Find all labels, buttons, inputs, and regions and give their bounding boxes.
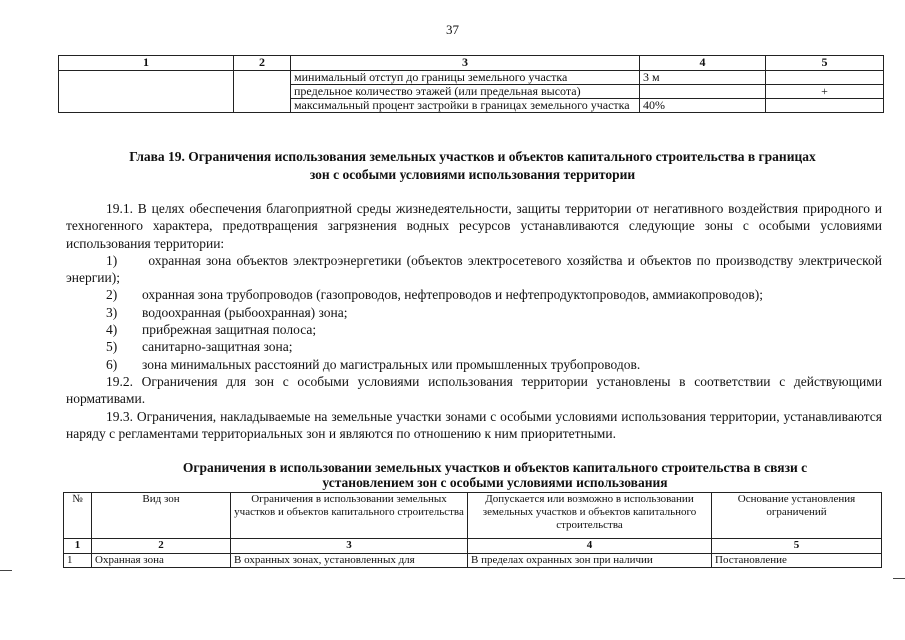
column-number: 1 <box>64 539 92 554</box>
parameter-name: предельное количество этажей (или предельная высота) <box>291 85 640 99</box>
list-text: охранная зона трубопроводов (газопроводов, нефтепроводов и нефтепродуктопроводов, аммиакопроводов); <box>142 287 764 303</box>
section-title <box>60 460 905 490</box>
list-item <box>66 356 882 373</box>
list-text: санитарно-защитная зона; <box>142 339 293 355</box>
chapter-title-line: Глава 19. Ограничения использования земельных участков и объектов капитального строительства в границах <box>129 149 816 164</box>
column-number: 2 <box>92 539 231 554</box>
scan-margin-mark <box>0 570 12 571</box>
column-number: 2 <box>234 56 291 71</box>
empty-cell <box>234 71 291 113</box>
parameter-name: максимальный процент застройки в границах земельного участка <box>291 99 640 113</box>
paragraph-19-3: 19.3. Ограничения, накладываемые на земельные участки зонами с особыми условиями использования территории, устанавливаются наряду с регламентами территориальных зон и являются по отношению к ним приоритетными. <box>66 408 882 441</box>
legal-basis: Постановление <box>712 554 882 568</box>
zone-type: Охранная зона <box>92 554 231 568</box>
list-item <box>66 338 882 355</box>
permitted-use: В пределах охранных зон при наличии <box>468 554 712 568</box>
header-cell: Допускается или возможно в использовании земельных участков и объектов капитального строительства <box>468 493 712 539</box>
section-title-line: Ограничения в использовании земельных участков и объектов капитального строительства в связи с <box>182 460 808 475</box>
column-number: 4 <box>640 56 766 71</box>
table-row <box>64 554 882 568</box>
list-number: 6) <box>106 356 118 372</box>
list-number: 1) <box>106 252 118 268</box>
page-number: 37 <box>446 22 459 37</box>
table-header-row <box>59 56 884 71</box>
header-cell: Вид зон <box>92 493 231 539</box>
list-item <box>66 304 882 321</box>
list-item <box>66 286 882 303</box>
parameter-flag <box>766 99 884 113</box>
list-text: прибрежная защитная полоса; <box>142 322 317 338</box>
parameter-value: 40% <box>640 99 766 113</box>
parameter-flag: + <box>766 85 884 99</box>
section-title-line: установлением зон с особыми условиями использования <box>322 475 668 490</box>
row-number: 1 <box>64 554 92 568</box>
column-number: 4 <box>468 539 712 554</box>
chapter-body <box>66 200 882 442</box>
paragraph-19-1: 19.1. В целях обеспечения благоприятной среды жизнедеятельности, защиты территории от негативного воздействия природного и техногенного характера, предотвращения загрязнения водных ресурсов устанавливаются следующие зоны с особыми условиями использования территории: <box>66 201 882 251</box>
column-number: 3 <box>291 56 640 71</box>
list-number: 4) <box>106 322 118 338</box>
list-text: зона минимальных расстояний до магистральных или промышленных трубопроводов. <box>142 356 641 372</box>
restrictions: В охранных зонах, установленных для <box>231 554 468 568</box>
column-number-row <box>64 539 882 554</box>
parameter-name: минимальный отступ до границы земельного участка <box>291 71 640 85</box>
header-cell: Основание установления ограничений <box>712 493 882 539</box>
column-number: 5 <box>712 539 882 554</box>
parameter-value: 3 м <box>640 71 766 85</box>
land-parameters-table <box>58 55 884 113</box>
parameter-flag <box>766 71 884 85</box>
chapter-title-line: зон с особыми условиями использования территории <box>309 167 636 182</box>
empty-cell <box>59 71 234 113</box>
column-number: 5 <box>766 56 884 71</box>
scan-margin-mark <box>893 578 905 579</box>
column-number: 1 <box>59 56 234 71</box>
column-number: 3 <box>231 539 468 554</box>
table-row <box>59 71 884 85</box>
list-text: охранная зона объектов электроэнергетики (объектов электросетевого хозяйства и объектов по производству электрической энергии); <box>66 252 883 286</box>
table-header-row <box>64 493 882 539</box>
list-text: водоохранная (рыбоохранная) зона; <box>142 304 348 320</box>
list-number: 2) <box>106 287 118 303</box>
list-item <box>66 321 882 338</box>
header-cell: № <box>64 493 92 539</box>
list-number: 3) <box>106 304 118 320</box>
list-number: 5) <box>106 339 118 355</box>
header-cell: Ограничения в использовании земельных участков и объектов капитального строительства <box>231 493 468 539</box>
zone-restrictions-table <box>63 492 882 568</box>
list-item <box>66 252 882 287</box>
chapter-title <box>60 148 885 184</box>
parameter-value <box>640 85 766 99</box>
paragraph-19-2: 19.2. Ограничения для зон с особыми условиями использования территории установлены в соответствии с действующими нормативами. <box>66 373 882 407</box>
